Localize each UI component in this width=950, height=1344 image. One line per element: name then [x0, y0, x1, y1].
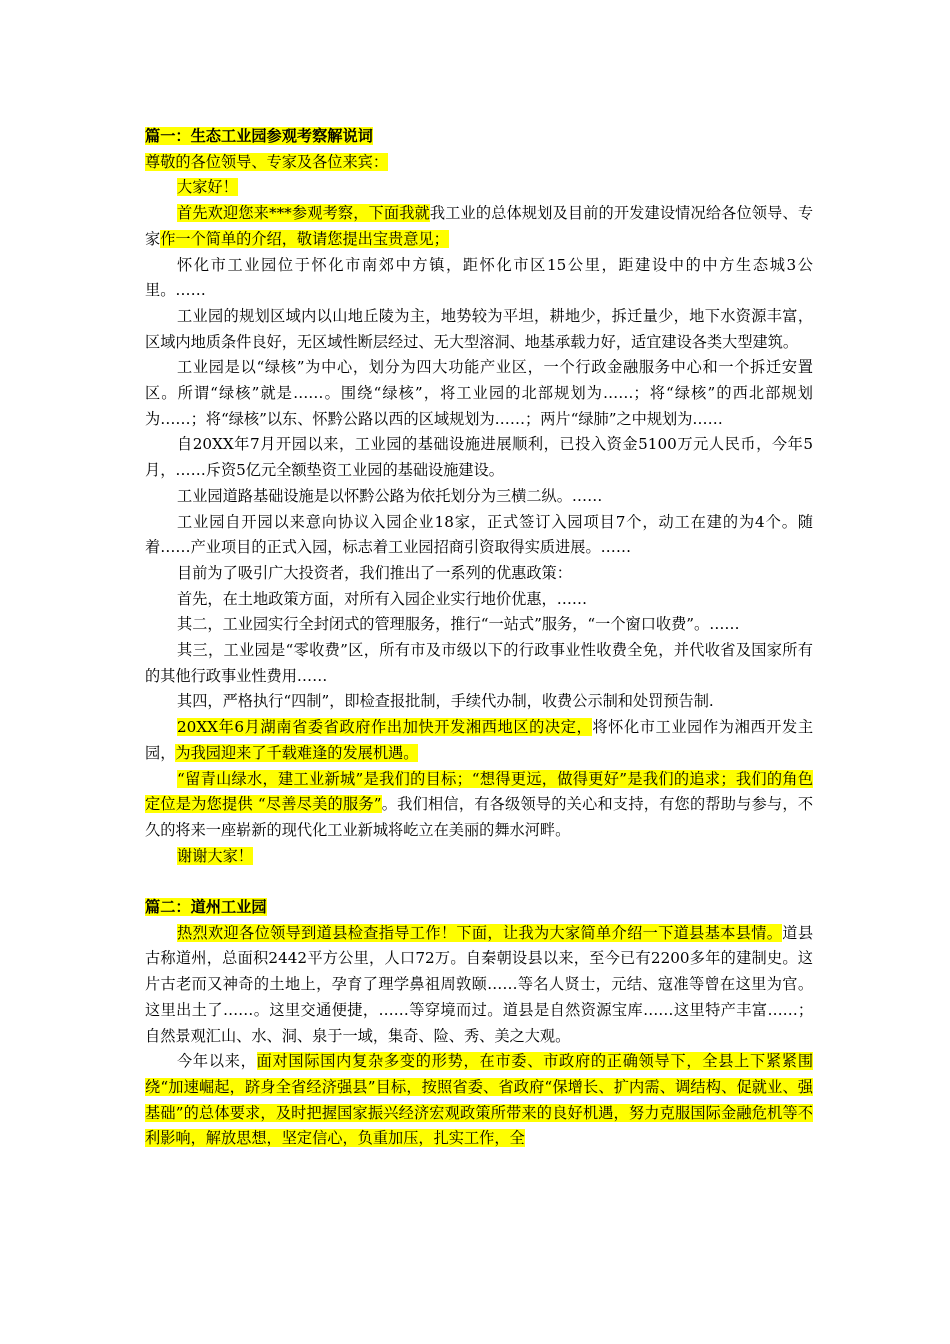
greeting	[145, 175, 813, 201]
policy-fourth-paragraph: 其四，严格执行“四制”，即检查报批制，手续代办制，收费公示制和处罚预告制.	[177, 692, 714, 711]
location-paragraph: 怀化市工业园位于怀化市南郊中方镇，距怀化市区15公里，距建设中的中方生态城3公里。……	[145, 255, 813, 300]
layout-paragraph: 工业园是以“绿核”为中心，划分为四大功能产业区，一个行政金融服务中心和一个拆迁安置区。所谓“绿核”就是……。围绕“绿核”，将工业园的北部规划为……；将“绿核”的西北部规划为……；将“绿核”以东、怀黔公路以西的区域规划为……；两片“绿肺”之中规划为……	[145, 358, 813, 428]
section2-title	[145, 895, 813, 921]
welcome-highlight-1: 首先欢迎您来***参观考察，下面我就	[177, 204, 430, 223]
welcome-plain: 我工业的总体规划及目前的开发建设情况给各位领导、专家	[145, 204, 814, 248]
goal-plain: 。我们相信，有各级领导的关心和支持，有您的帮助与参与，不久的将来一座崭新的现代化工业新城将屹立在美丽的舞水河畔。	[145, 795, 814, 839]
goal-paragraph	[145, 767, 813, 844]
section2-year-plain: 今年以来，	[177, 1052, 257, 1071]
enterprises-paragraph: 工业园自开园以来意向协议入园企业18家，正式签订入园项目7个，动工在建的为4个。随着……产业项目的正式入园，标志着工业园招商引资取得实质进展。……	[145, 512, 813, 557]
section2-year-highlight: 面对国际国内复杂多变的形势，在市委、市政府的正确领导下，全县上下紧紧围绕“加速崛起，跻身全省经济强县”目标，按照省委、省政府“保增长、扩内需、调结构、促就业、强基础”的总体要求，及时把握国家振兴经济宏观政策所带来的良好机遇，努力克服国际金融危机等不利影响，解放思想，坚定信心，负重加压，扎实工作，全	[145, 1052, 814, 1148]
decision-plain: 将怀化市工业园作为湘西开发主园，	[145, 718, 814, 762]
document-body	[145, 124, 813, 1152]
greeting-text: 大家好！	[177, 178, 238, 197]
salutation-text: 尊敬的各位领导、专家及各位来宾：	[145, 152, 388, 171]
section2-title-text: 篇二：道州工业园	[145, 898, 267, 917]
decision-paragraph	[145, 715, 813, 766]
decision-highlight: 20XX年6月湖南省委省政府作出加快开发湘西地区的决定，	[177, 718, 593, 737]
policies-paragraph: 目前为了吸引广大投资者，我们推出了一系列的优惠政策：	[177, 563, 572, 582]
terrain-paragraph: 工业园的规划区域内以山地丘陵为主，地势较为平坦，耕地少，拆迁量少，地下水资源丰富，区域内地质条件良好，无区域性断层经过、无大型溶洞、地基承载力好，适宜建设各类大型建筑。	[145, 306, 813, 351]
decision-highlight-2: 为我园迎来了千载难逢的发展机遇。	[175, 743, 419, 762]
section-gap	[145, 869, 813, 895]
policy-first-paragraph: 首先，在土地政策方面，对所有入园企业实行地价优惠，……	[177, 589, 588, 608]
section2-welcome-highlight: 热烈欢迎各位领导到道县检查指导工作！下面，让我为大家简单介绍一下道县基本县情。	[177, 923, 783, 942]
investment-paragraph: 自20XX年7月开园以来，工业园的基础设施进展顺利，已投入资金5100万元人民币，今年5月，……斥资5亿元全额垫资工业园的基础设施建设。	[145, 435, 813, 480]
thanks	[145, 844, 813, 870]
section1-title	[145, 124, 813, 150]
salutation	[145, 150, 813, 176]
section2-year-paragraph	[145, 1049, 813, 1152]
welcome-paragraph	[145, 201, 813, 252]
goal-highlight: “留青山绿水，建工业新城”是我们的目标；“想得更远，做得更好”是我们的追求；我们的角色定位是为您提供 “尽善尽美的服务”	[145, 769, 813, 814]
policy-second-paragraph: 其二，工业园实行全封闭式的管理服务，推行“一站式”服务，“一个窗口收费”。……	[177, 615, 740, 634]
roads-paragraph: 工业园道路基础设施是以怀黔公路为依托划分为三横二纵。……	[177, 486, 603, 505]
policy-third-paragraph: 其三，工业园是“零收费”区，所有市及市级以下的行政事业性收费全免，并代收省及国家所有的其他行政事业性费用……	[145, 641, 813, 685]
thanks-text: 谢谢大家！	[177, 846, 253, 865]
section1-title-text: 篇一：生态工业园参观考察解说词	[145, 127, 373, 145]
section2-intro-paragraph	[145, 921, 813, 1050]
section2-intro-plain: 道县古称道州，总面积2442平方公里，人口72万。自秦朝设县以来，至今已有2200多年的建制史。这片古老而又神奇的土地上，孕育了理学鼻祖周敦颐……等名人贤士，元结、寇准等曾在这里为官。这里出土了……。这里交通便捷，……等穿境而过。道县是自然资源宝库……这里特产丰富……；自然景观汇山、水、洞、泉于一域，集奇、险、秀、美之大观。	[145, 923, 814, 1045]
welcome-highlight-2: 作一个简单的介绍，敬请您提出宝贵意见；	[160, 229, 449, 248]
